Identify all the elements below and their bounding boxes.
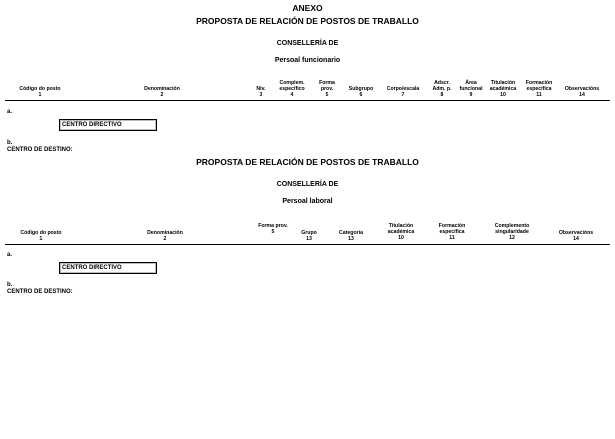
s1-col-titulacion: Titulación académica 10 bbox=[489, 80, 517, 98]
section2-title: PROPOSTA DE RELACIÓN DE POSTOS DE TRABALLO bbox=[196, 157, 419, 167]
s2-mark-b: b. bbox=[7, 282, 13, 288]
s2-col-titulacion: Titulación académica 10 bbox=[387, 223, 415, 241]
s2-col-complemento: Complemento singularidade 12 bbox=[494, 223, 530, 241]
s1-col-codigo: Código do posto 1 bbox=[19, 86, 61, 98]
s1-centro-destino: CENTRO DE DESTINO: bbox=[7, 147, 73, 153]
s2-centro-directivo-field[interactable]: CENTRO DIRECTIVO bbox=[59, 262, 157, 274]
s1-col-formacion: Formación específica 11 bbox=[525, 80, 553, 98]
s2-col-codigo: Código do posto 1 bbox=[20, 230, 62, 242]
s2-col-categoria: Categoría 13 bbox=[339, 230, 363, 242]
s1-col-corpo: Corpo/escala 7 bbox=[386, 86, 420, 98]
s1-col-niv: Niv. 3 bbox=[256, 86, 266, 98]
s1-centro-directivo-field[interactable]: CENTRO DIRECTIVO bbox=[59, 119, 157, 131]
section2-conselleria: CONSELLERÍA DE bbox=[276, 181, 339, 188]
annex-title: ANEXO bbox=[292, 3, 323, 13]
s2-header-rule bbox=[5, 244, 610, 245]
s2-mark-a: a. bbox=[7, 252, 13, 258]
s1-col-denominacion: Denominación 2 bbox=[144, 86, 180, 98]
s2-col-denominacion: Denominación 2 bbox=[147, 230, 183, 242]
s1-col-subgrupo: Subgrupo 6 bbox=[348, 86, 374, 98]
s2-centro-destino: CENTRO DE DESTINO: bbox=[7, 289, 73, 295]
s2-col-formacion: Formación específica 11 bbox=[438, 223, 466, 241]
section1-conselleria: CONSELLERÍA DE bbox=[276, 40, 339, 47]
section1-personnel-type: Persoal funcionario bbox=[274, 57, 341, 64]
s2-col-grupo: Grupo 13 bbox=[301, 230, 317, 242]
s1-mark-a: a. bbox=[7, 109, 13, 115]
section2-personnel-type: Persoal laboral bbox=[282, 198, 333, 205]
s1-col-complem: Complem. específico 4 bbox=[279, 80, 305, 98]
s1-col-area: Área funcional 9 bbox=[459, 80, 483, 98]
s1-mark-b: b. bbox=[7, 140, 13, 146]
s2-col-observacions: Observacións 14 bbox=[558, 230, 594, 242]
s2-col-forma: Forma prov. 5 bbox=[258, 223, 288, 235]
s1-col-observacions: Observacións 14 bbox=[564, 86, 600, 98]
s1-col-adscr: Adscr. Adm. p. 8 bbox=[432, 80, 452, 98]
s1-col-forma: Forma prov. 5 bbox=[319, 80, 335, 98]
section1-title: PROPOSTA DE RELACIÓN DE POSTOS DE TRABALLO bbox=[196, 16, 419, 26]
s1-header-rule bbox=[5, 100, 610, 101]
